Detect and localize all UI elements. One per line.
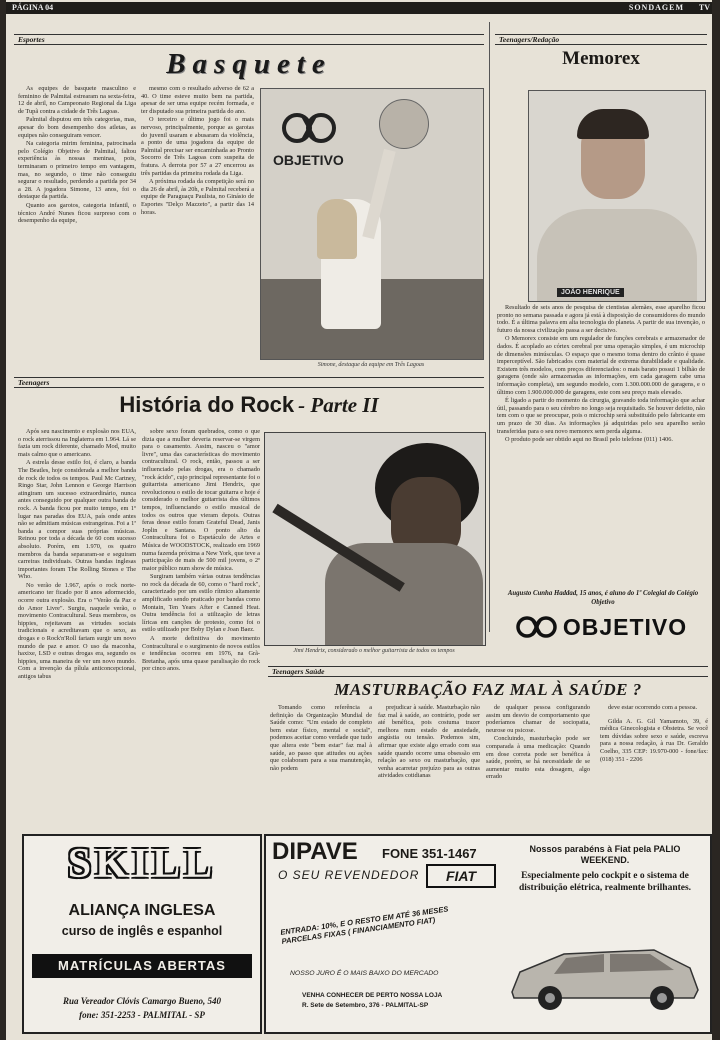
skill-ad [22, 834, 262, 1034]
rock-caption: Jimi Hendrix, considerado o melhor guitarrista de todos os tempos [293, 648, 455, 654]
dipave-address: R. Sete de Setembro, 376 - PALMITAL-SP [302, 1002, 429, 1009]
fiat-badge: FIAT [426, 864, 496, 888]
rock-title-row [14, 392, 484, 418]
dipave-name: DIPAVE [272, 838, 358, 865]
saude-col2: prejudicar à saúde. Masturbação não faz mal à saúde, ao contrário, pode ser até benéfica, pois costuma trazer melhora num estado de ansiedade, angústia ou tensão. Podemos sim, afirmar que existe algo errado com sua saúde quando ocorre uma obsessão em relação ao sexo ou masturbação, que venha acarretar prejuízo para as outras atividades cotidianas [378, 704, 480, 780]
memorex-body: Resultado de seis anos de pesquisa de cientistas alemães, esse aparelho ficou pronto no semana passada e agora já está à disposição de consumidores do mundo todo. É a última palavra em alta tecnologia do planeta. A partir de sua invenção, o futuro da nossa civilização passa a ser decisivo. O Memorex consiste em um regulador de funções cerebrais e armazenador de dados. É acoplado ao córtex cerebral por uma operação simples, é um microchip de dimensões minúsculas. O espaço que o mesmo toma dentro do crânio é quase imperceptível. São fabricados com material de extrema durabilidade e qualidade. Existem três modelos, com preços diferenciados: o mais barato possui 1 bilhão de garagens (onde são armazenadas as informações, em cada garagem cabe uma informação completa), um segundo modelo, com 1.300.000.000 de garagens, e o último com 1.900.000.000 de garagens, este com seu preço mais elevado. É ligado a partir do momento da cirurgia, gravando toda informação que achar útil, passando para o seu cérebro no longo seja requisitado. Se houver defeito, não tem com o que se preocupar, pois o microchip será substituído pelo fabricante em um prazo de 30 dias. As informações já adquiridas pelo seu aparelho serão transferidas para o seu novo memorex sem perda alguma. O produto pode ser obtido aqui no Brasil pelo telefone (011) 1406. [497, 304, 705, 444]
rock-col2: sobre sexo foram quebrados, como o que dizia que a mulher deveria reservar-se virgem para o casamento. Assim, nasceu o "amor livre", uma das características do movimento contracultural. O rock, então, passou a ser influenciado pelas drogas, era o chamado "rock ácido", cujo principal representante foi o guitarrista americano Jimi Hendrix, que revolucionou o estilo de tocar guitarra e hoje é considerado o melhor guitarrista dos últimos tempos, influenciando o estilo musical de todos os outros que vieram depois. Outras feras desse estilo foram Grateful Dead, Janis Joplin e Santana. O ponto alto da Contracultura foi o Espetáculo de Artes e Música de WOODSTOCK, realizado em 1969 numa fazenda próxima a New York, que teve a participação de mais de 500 mil jovens, o 2º maior público num show de música. Surgiram também várias outras tendências no rock da década de 60, como o "hard rock", caracterizado por um estilo rítmico altamente amplificado sendo praticado por bandas como Montain, Ten Years After e Canned Heat. Outra tendência foi a utilização de letras líricas em canções de protesto, como foi o estilo utilizado por Boby Dylan e Joan Baez. A morte definitiva do movimento Contracultural e o surgimento de novos estilos e tendências ocorreu em 1976, na Grã-Bretanha, após uma quase paralisação do rock por cinco anos. [142, 428, 260, 673]
rock-title: História do Rock [119, 392, 295, 417]
page-number: PÁGINA 04 [12, 3, 54, 12]
memorex-author-photo [528, 90, 706, 302]
dipave-feature: Especialmente pelo cockpit e o sistema de distribuição elétrica, realmente brilhantes. [518, 871, 692, 893]
skill-enroll-banner: MATRÍCULAS ABERTAS [32, 954, 252, 978]
memorex-objetivo-logo [498, 612, 704, 642]
dipave-congrats: Nossos parabéns à Fiat pela PALIO WEEKEND. [529, 844, 681, 865]
basquete-title: Basquete [166, 48, 332, 80]
objetivo-mark-icon [281, 109, 337, 147]
saude-col1: Tomando como referência a definição da Organização Mundial de Saúde como: "Um estado de completo bem estar físico, mental e social", podemos aceitar como verdade que tudo que altera este "bem estar" faz mal à saúde, ao passo que atitudes ou ações que colaboram para a sua manutenção, não podem [270, 704, 372, 772]
basketball-icon [379, 99, 429, 149]
objetivo-wordmark: OBJETIVO [562, 613, 688, 640]
photo-badge: JOÃO HENRIQUE [557, 288, 624, 297]
dipave-visit: VENHA CONHECER DE PERTO NOSSA LOJA [302, 992, 443, 999]
basquete-col1: As equipes de basquete masculino e feminino de Palmital estrearam na sexta-feira, 12 de abril, no Campeonato Regional da Liga de Tupã contra a cidade de Três Lagoas. Palmital disputou em três categorias, mas, apesar do bom desempenho dos atletas, as equipes não conseguiram vencer. Na categoria mirim feminina, patrocinada pelo Colégio Objetivo de Palmital, faltou experiência às nossas meninas, pois, terminaram o primeiro tempo em vantagem, mas, no segundo, o time não conseguiu segurar o resultado, perdendo a partida por 34 a 28. A jogadora Simone, 13 anos, foi o destaque da partida. Quanto aos garotos, categoria infantil, o técnico André Nunes ficou surpreso com o desempenho da equipe, [18, 85, 136, 225]
author-hair [577, 109, 649, 139]
car-icon [504, 932, 704, 1018]
right-tag: TV [698, 3, 710, 12]
basquete-photo [260, 88, 484, 360]
objetivo-mark-icon [515, 614, 559, 640]
section-bar-teenagers-saude: Teenagers Saúde [268, 666, 708, 677]
skill-tagline: ALIANÇA INGLESA [68, 902, 216, 919]
section-label: SONDAGEM [628, 3, 684, 12]
section-bar-esportes: Esportes [14, 34, 484, 45]
rock-subtitle: - Parte II [298, 393, 379, 417]
saude-col4: deve estar ocorrendo com a pessoa. Gilda A. G. Gil Yamamoto, 39, é médica Ginecologista e Obstetra. Se você tem dúvidas sobre sexo e saúde, escreva para a nossa redação, à rua Dr. Geraldo Coelho, 335 CEP: 19.970-000 - fone/fax: (018) 351 - 2206 [600, 704, 708, 763]
skill-address: Rua Vereador Clóvis Camargo Bueno, 540 [62, 996, 222, 1006]
skill-phone: fone: 351-2253 - PALMITAL - SP [79, 1010, 205, 1020]
palio-weekend-car-image [504, 932, 704, 1023]
rock-col1: Após seu nascimento e explosão nos EUA, o rock aterrissou na Inglaterra em 1.964. Lá se fazia um rock diferente, chamado Mod, muito mais calmo que o americano. A estrela desse estilo foi, é claro, a banda The Beatles, hoje considerada a melhor banda de rock de todos os tempos. Paul Mc Cartney, Ringo Star, John Lennon e George Harrison atingiram um sucesso extraordinário, nunca antes conseguido por qualquer outra banda de rock. A banda ficou por muito tempo, em 1º lugar nas paradas dos EUA, país onde antes não se admitiam músicas estrangeiras. Foi a 1ª banda a compor suas próprias músicas. Reinou por toda a década de 60 com sucesso absoluto. Porém, em 1.970, os quatro membros da banda separaram-se e seguiram carreiras individuais. Outras bandas inglesas importantes foram The Rolling Stones e The Who. No verão de 1.967, após o rock norte-americano ter ficado por 8 anos adormecido, ocorre outra explosão. Era o "Verão da Paz e do Amor Livre". Surgiu, naquele verão, o movimento Contracultural. Seus membros, os hippies, rejeitavam as virtudes sociais tradicionais e acreditavam que o sexo, as drogas e o Rock'n'Roll fariam surgir um novo mundo de paz e amor. O uso da maconha, haxixe, LSD e outras drogas era, segundo os hippies, uma maneira de ver um novo mundo. Com a invenção da pílula anticoncepcional, antigos tabus [18, 428, 136, 680]
dipave-ad [264, 834, 712, 1034]
dipave-phone: FONE 351-1467 [382, 846, 477, 861]
dipave-interest: NOSSO JURO É O MAIS BAIXO DO MERCADO [290, 970, 439, 977]
basquete-col2: mesmo com o resultado adverso de 62 a 40. O time esteve muito bem na partida, apesar de ser uma equipe recém formada, e ter disputado sua primeira partida do ano. O terceiro e último jogo foi o mais nervoso, principalmente, porque as garotas do juvenil usaram e abusaram da violência, a ponto de uma jogadora da equipe de Palmital precisar ser encaminhada ao Pronto Socorro de Três Lagoas com suspeita de fratura. A derrota por 57 a 27 encerrou as três partidas da primeira rodada da Liga. A próxima rodada da competição será no dia 26 de abril, às 20h, e Palmital receberá a equipe de Paraguaçu Paulista, no Ginásio de Esportes "Delço Mazzeto", a partir das 14 horas. [141, 85, 254, 216]
memorex-title: Memorex [562, 48, 640, 69]
dipave-slogan: O SEU REVENDEDOR [278, 868, 420, 882]
dipave-offer: ENTRADA: 10%, E O RESTO EM ATÉ 36 MESES PARCELAS FIXAS ( FINANCIAMENTO FIAT) [279, 904, 449, 946]
player-hair [317, 199, 357, 259]
saude-title: MASTURBAÇÃO FAZ MAL À SAÚDE ? [334, 680, 642, 699]
objetivo-logo-photo [273, 109, 344, 168]
saude-col3: de qualquer pessoa configurando assim um desvio de comportamento que poderíamos chamar de sociopatia, neurose ou psicose. Concluindo, masturbação pode ser comparada à uma medicação: Quando em dose correta pode ser benéfica à saúde, porém, se há necessidade de se aumentar muito esta dosagem, algo errado [486, 704, 590, 781]
skill-logo: SKILL [67, 841, 217, 887]
memorex-author: Augusto Cunha Haddad, 15 anos, é aluno do 1º Colegial do Colégio Objetivo [507, 590, 699, 606]
newspaper-page [6, 0, 712, 1040]
column-divider [489, 22, 490, 632]
skill-course: curso de inglês e espanhol [61, 924, 223, 938]
rock-photo [264, 432, 486, 646]
section-bar-teenagers-redacao: Teenagers/Redação [495, 34, 707, 45]
section-bar-teenagers: Teenagers [14, 377, 484, 388]
basquete-caption: Simone, destaque da equipe em Três Lagoas [317, 362, 425, 368]
page-header [6, 2, 712, 14]
photo-logo-text: OBJETIVO [273, 152, 344, 168]
